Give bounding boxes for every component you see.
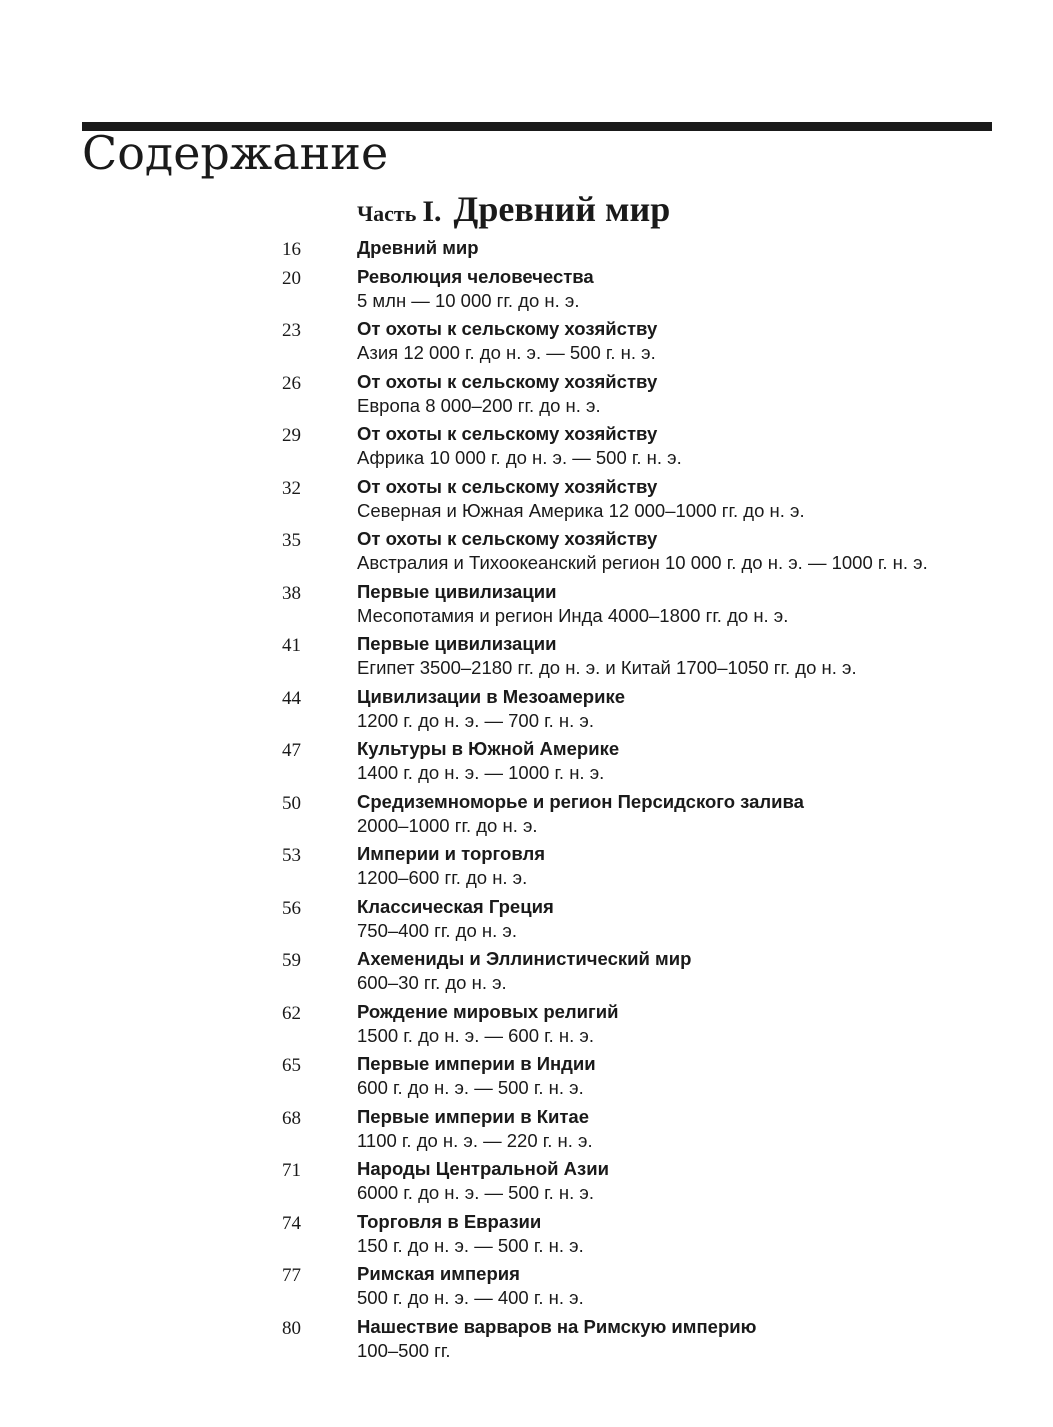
toc-page-number: 68 bbox=[282, 1107, 301, 1129]
toc-entry-subtitle: 600 г. до н. э. — 500 г. н. э. bbox=[357, 1077, 584, 1098]
toc-entry[interactable] bbox=[282, 842, 982, 890]
toc-entry-title: Первые империи в Китае bbox=[357, 1105, 590, 1127]
toc-page-number: 71 bbox=[282, 1160, 301, 1181]
toc-entry[interactable] bbox=[282, 737, 982, 785]
toc-entry-subtitle: 1500 г. до н. э. — 600 г. н. э. bbox=[357, 1024, 594, 1046]
toc-entry-subtitle: 6000 г. до н. э. — 500 г. н. э. bbox=[357, 1182, 594, 1203]
toc-entry-title: Древний мир bbox=[357, 237, 479, 258]
toc-entry-title: От охоты к сельскому хозяйству bbox=[357, 475, 658, 497]
toc-page-number: 47 bbox=[282, 740, 301, 761]
toc-entry-title: От охоты к сельскому хозяйству bbox=[357, 528, 658, 549]
toc-page-number: 23 bbox=[282, 320, 301, 341]
toc-entry[interactable] bbox=[282, 475, 982, 523]
toc-entry-subtitle: 5 млн — 10 000 гг. до н. э. bbox=[357, 289, 580, 311]
toc-page-number: 74 bbox=[282, 1212, 301, 1234]
toc-entry-subtitle: 100–500 гг. bbox=[357, 1339, 451, 1361]
toc-page-number: 26 bbox=[282, 372, 301, 394]
toc-entry-title: Рождение мировых религий bbox=[357, 1000, 619, 1022]
toc-entry-subtitle: 600–30 гг. до н. э. bbox=[357, 972, 507, 993]
toc-entry-title: Цивилизации в Мезоамерике bbox=[357, 685, 625, 707]
toc-entry[interactable] bbox=[282, 947, 982, 995]
toc-entry-title: Классическая Греция bbox=[357, 895, 554, 917]
toc-entry-subtitle: Австралия и Тихоокеанский регион 10 000 г. до н. э. — 1000 г. н. э. bbox=[357, 552, 928, 573]
toc-entry-title: Империи и торговля bbox=[357, 843, 545, 864]
toc-entry-subtitle: 750–400 гг. до н. э. bbox=[357, 919, 517, 941]
toc-page-number: 77 bbox=[282, 1265, 301, 1286]
toc-entry-title: Первые империи в Индии bbox=[357, 1053, 596, 1074]
toc-entry-title: Нашествие варваров на Римскую империю bbox=[357, 1315, 757, 1337]
toc-entry[interactable] bbox=[282, 1210, 982, 1258]
page-title: Содержание bbox=[82, 126, 389, 180]
toc-entry-subtitle: Египет 3500–2180 гг. до н. э. и Китай 1700–1050 гг. до н. э. bbox=[357, 657, 857, 678]
toc-page-number: 16 bbox=[282, 239, 301, 260]
toc-entry-title: Римская империя bbox=[357, 1263, 520, 1284]
toc-entry[interactable] bbox=[282, 370, 982, 418]
toc-entry[interactable] bbox=[282, 580, 982, 628]
toc-entry-title: От охоты к сельскому хозяйству bbox=[357, 318, 658, 339]
toc-entry-title: Первые цивилизации bbox=[357, 580, 557, 602]
toc-entry-title: Средиземноморье и регион Персидского залива bbox=[357, 790, 804, 812]
toc-entry-subtitle: 1100 г. до н. э. — 220 г. н. э. bbox=[357, 1129, 593, 1151]
toc-entry-subtitle: 150 г. до н. э. — 500 г. н. э. bbox=[357, 1234, 584, 1256]
toc-entry-subtitle: 2000–1000 гг. до н. э. bbox=[357, 814, 538, 836]
toc-page-number: 59 bbox=[282, 950, 301, 971]
toc-entry[interactable] bbox=[282, 317, 982, 365]
toc-entry[interactable] bbox=[282, 1000, 982, 1048]
toc-entry-subtitle: Северная и Южная Америка 12 000–1000 гг. до н. э. bbox=[357, 499, 805, 521]
toc-entry-subtitle: 500 г. до н. э. — 400 г. н. э. bbox=[357, 1287, 584, 1308]
toc-page-number: 50 bbox=[282, 792, 301, 814]
toc-page-number: 65 bbox=[282, 1055, 301, 1076]
toc-entry-subtitle: Азия 12 000 г. до н. э. — 500 г. н. э. bbox=[357, 342, 656, 363]
toc-page-number: 62 bbox=[282, 1002, 301, 1024]
part-number: I. bbox=[422, 195, 442, 228]
toc-entry-title: Революция человечества bbox=[357, 265, 594, 287]
toc-page-number: 35 bbox=[282, 530, 301, 551]
toc-entry-subtitle: Европа 8 000–200 гг. до н. э. bbox=[357, 394, 601, 416]
toc-entry-title: Торговля в Евразии bbox=[357, 1210, 542, 1232]
toc-entry[interactable] bbox=[282, 685, 982, 733]
toc-entry-title: Первые цивилизации bbox=[357, 633, 557, 654]
toc-entry-subtitle: Месопотамия и регион Инда 4000–1800 гг. до н. э. bbox=[357, 604, 789, 626]
toc-page-number: 53 bbox=[282, 845, 301, 866]
toc-entry-title: От охоты к сельскому хозяйству bbox=[357, 423, 658, 444]
toc-entry-title: Культуры в Южной Америке bbox=[357, 738, 620, 759]
toc-page-number: 32 bbox=[282, 477, 301, 499]
toc-entry-subtitle: Африка 10 000 г. до н. э. — 500 г. н. э. bbox=[357, 447, 682, 468]
toc-page-number: 56 bbox=[282, 897, 301, 919]
toc-entry[interactable] bbox=[282, 790, 982, 838]
toc-entry[interactable] bbox=[282, 1315, 982, 1363]
toc-page-number: 38 bbox=[282, 582, 301, 604]
toc-entry[interactable] bbox=[282, 632, 982, 680]
toc-entry[interactable] bbox=[282, 1262, 982, 1310]
toc-entry[interactable] bbox=[282, 422, 982, 470]
toc-entry[interactable] bbox=[282, 265, 982, 313]
toc-entry-subtitle: 1200 г. до н. э. — 700 г. н. э. bbox=[357, 709, 594, 731]
toc-entry-subtitle: 1400 г. до н. э. — 1000 г. н. э. bbox=[357, 762, 605, 783]
toc-entry[interactable] bbox=[282, 1105, 982, 1153]
toc-page-number: 80 bbox=[282, 1317, 301, 1339]
toc-page-number: 20 bbox=[282, 267, 301, 289]
toc-entry[interactable] bbox=[282, 236, 982, 260]
toc-entry-title: От охоты к сельскому хозяйству bbox=[357, 370, 658, 392]
toc-entry-title: Народы Центральной Азии bbox=[357, 1158, 609, 1179]
toc-entry[interactable] bbox=[282, 1052, 982, 1100]
part-heading bbox=[357, 188, 670, 231]
toc-entry[interactable] bbox=[282, 527, 982, 575]
toc-page-number: 41 bbox=[282, 635, 301, 656]
toc-entry-title: Ахемениды и Эллинистический мир bbox=[357, 948, 692, 969]
toc-entry[interactable] bbox=[282, 895, 982, 943]
toc-entry-subtitle: 1200–600 гг. до н. э. bbox=[357, 867, 528, 888]
part-label: Часть bbox=[357, 201, 417, 226]
toc-list bbox=[282, 236, 982, 1367]
toc-entry[interactable] bbox=[282, 1157, 982, 1205]
part-name: Древний мир bbox=[453, 189, 671, 229]
toc-page-number: 29 bbox=[282, 425, 301, 446]
toc-page-number: 44 bbox=[282, 687, 301, 709]
